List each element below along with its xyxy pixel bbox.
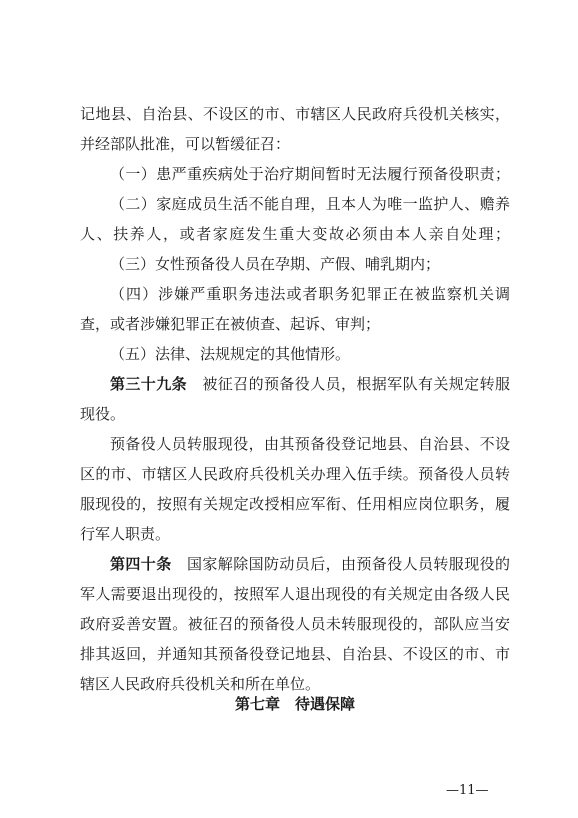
item-1-line-1: （一）患严重疾病处于治疗期间暂时无法履行预备役职责； (110, 165, 510, 183)
item-2-line-2: 人、扶养人，或者家庭发生重大变故必须由本人亲自处理； (80, 225, 510, 243)
article-40-line-5: 辖区人民政府兵役机关和所在单位。 (80, 675, 321, 693)
item-2-line-1: （二）家庭成员生活不能自理，且本人为唯一监护人、赡养 (110, 195, 510, 213)
body-line-1: 记地县、自治县、不设区的市、市辖区人民政府兵役机关核实， (80, 105, 510, 123)
article-40-line-3: 政府妥善安置。被征召的预备役人员未转服现役的，部队应当安 (80, 615, 510, 633)
article-40-line-2: 军人需要退出现役的，按照军人退出现役的有关规定由各级人民 (80, 585, 510, 603)
article-40-heading: 第四十条 (110, 555, 172, 573)
article-39-para-2-line-2: 区的市、市辖区人民政府兵役机关办理入伍手续。预备役人员转 (80, 465, 510, 483)
article-40-line-1: 第四十条 国家解除国防动员后，由预备役人员转服现役的 (110, 555, 510, 573)
item-5-line-1: （五）法律、法规规定的其他情形。 (110, 345, 351, 363)
article-39-line-2: 现役。 (80, 405, 126, 423)
body-line-2: 并经部队批准，可以暂缓征召： (80, 135, 291, 153)
item-4-line-2: 查，或者涉嫌犯罪正在被侦查、起诉、审判； (80, 315, 381, 333)
article-39-line-1: 第三十九条 被征召的预备役人员，根据军队有关规定转服 (110, 375, 510, 393)
article-39-para-2-line-1: 预备役人员转服现役，由其预备役登记地县、自治县、不设 (110, 435, 510, 453)
item-4-line-1: （四）涉嫌严重职务违法或者职务犯罪正在被监察机关调 (110, 285, 510, 303)
article-39-heading: 第三十九条 (110, 375, 187, 393)
item-3-line-1: （三）女性预备役人员在孕期、产假、哺乳期内； (110, 255, 441, 273)
page-number: —11— (446, 783, 489, 798)
article-39-para-2-line-4: 行军人职责。 (80, 525, 171, 543)
chapter-title: 第七章 待遇保障 (234, 695, 355, 713)
article-40-line-4: 排其返回，并通知其预备役登记地县、自治县、不设区的市、市 (80, 645, 510, 663)
article-39-para-2-line-3: 服现役的，按照有关规定改授相应军衔、任用相应岗位职务，履 (80, 495, 510, 513)
